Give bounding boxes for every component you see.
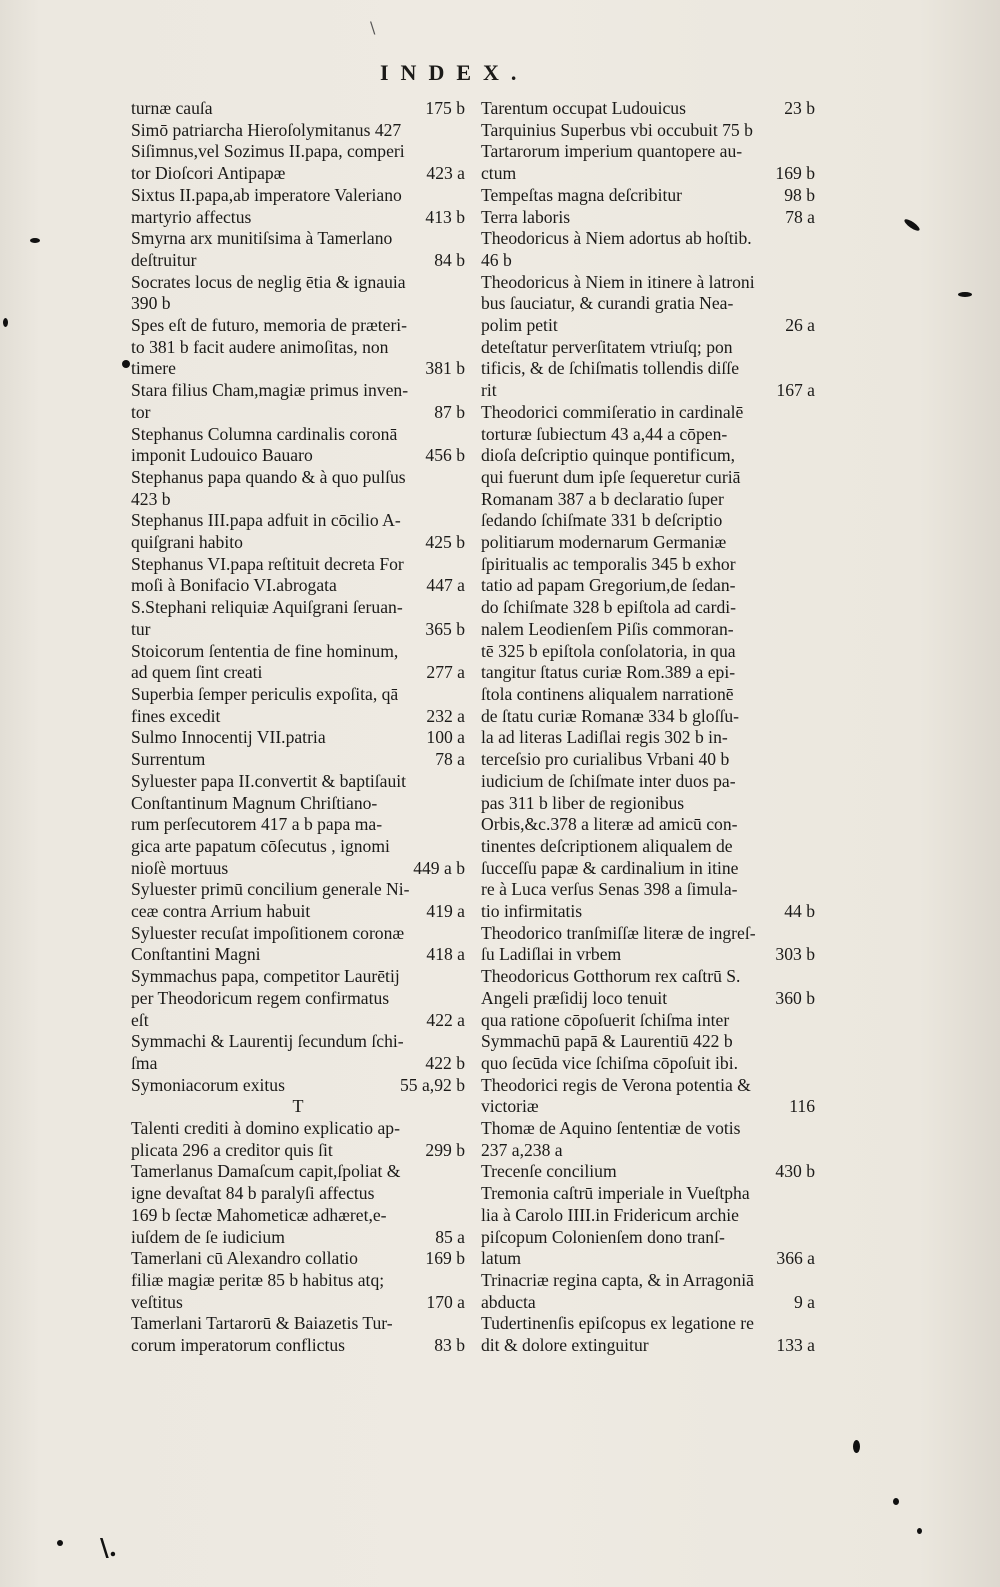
index-text: ſma [131, 1052, 158, 1073]
index-line [131, 163, 465, 185]
index-text: filiæ magiæ peritæ 85 b habitus atq; [131, 1269, 385, 1290]
page-reference: 116 [789, 1096, 815, 1117]
index-line [131, 1010, 465, 1032]
index-line [481, 597, 815, 619]
index-line [131, 944, 465, 966]
index-text: Theodorico tranſmiſſæ literæ de ingreſ- [481, 922, 756, 943]
index-text: Theodorici commiſeratio in cardinalē [481, 401, 744, 422]
index-line [481, 510, 815, 532]
index-text: qui fuerunt dum ipſe ſequeretur curiā [481, 466, 741, 487]
index-text: dit & dolore extinguitur [481, 1335, 649, 1356]
index-text: ceæ contra Arrium habuit [131, 901, 311, 922]
page-reference: 422 a [426, 1009, 465, 1030]
index-line [481, 489, 815, 511]
index-text: turnæ cauſa [131, 98, 213, 118]
index-text: bus ſauciatur, & curandi gratia Nea- [481, 293, 734, 314]
index-line [481, 662, 815, 684]
index-line [481, 315, 815, 337]
index-text: Surrentum [131, 749, 206, 770]
ink-speck [917, 1528, 922, 1534]
index-line [131, 510, 465, 532]
ink-speck [3, 318, 8, 327]
index-text: Stephanus III.papa adfuit in cōcilio A- [131, 510, 401, 531]
index-line [131, 337, 465, 359]
index-line [131, 662, 465, 684]
index-line [131, 1335, 465, 1357]
page-reference: 175 b [425, 98, 465, 118]
index-line [481, 1335, 815, 1357]
index-text: tatio ad papam Gregorium,de ſedan- [481, 575, 736, 596]
index-line [481, 1140, 815, 1162]
index-text: Syluester primū concilium generale Ni- [131, 879, 410, 900]
page-reference: 299 b [425, 1139, 465, 1160]
index-text: politiarum modernarum Germaniæ [481, 532, 727, 553]
index-line [481, 1096, 815, 1118]
index-line [481, 749, 815, 771]
index-text: Tarentum occupat Ludouicus [481, 98, 686, 118]
index-line [131, 293, 465, 315]
index-line [481, 337, 815, 359]
index-line [131, 1313, 465, 1335]
index-text: rit [481, 380, 497, 401]
page-reference: 23 b [784, 98, 815, 118]
index-line [131, 966, 465, 988]
index-text: Socrates locus de neglig ētia & ignauia [131, 271, 406, 292]
index-text: terceſsio pro curialibus Vrbani 40 b [481, 749, 730, 770]
index-line [481, 532, 815, 554]
page-reference: 449 a b [413, 857, 465, 878]
page-reference: 87 b [434, 401, 465, 422]
index-text: piſcopum Colonienſem dono tranſ- [481, 1226, 725, 1247]
index-text: Theodorici regis de Verona potentia & [481, 1074, 751, 1095]
index-line [481, 1118, 815, 1140]
index-text: victoriæ [481, 1096, 539, 1117]
index-line [131, 1292, 465, 1314]
index-line [481, 380, 815, 402]
index-text: pas 311 b liber de regionibus [481, 792, 685, 813]
index-text: ſtola continens aliqualem narrationē [481, 683, 734, 704]
index-line [481, 684, 815, 706]
index-line [481, 1053, 815, 1075]
index-line [481, 272, 815, 294]
index-line [481, 1161, 815, 1183]
index-line [131, 988, 465, 1010]
page-reference: 26 a [785, 315, 815, 336]
index-line [481, 228, 815, 250]
page-reference: 430 b [775, 1161, 815, 1182]
page-reference: 44 b [784, 901, 815, 922]
index-text: Talenti crediti à domino explicatio ap- [131, 1118, 400, 1139]
index-text: iudicium de ſchiſmate inter duos pa- [481, 770, 736, 791]
index-line [481, 706, 815, 728]
page-reference: 366 a [776, 1248, 815, 1269]
index-line [131, 597, 465, 619]
index-text: Stephanus Columna cardinalis coronā [131, 423, 398, 444]
index-line [481, 207, 815, 229]
ink-speck [903, 217, 921, 232]
index-line [131, 1183, 465, 1205]
index-text: torturæ ſubiectum 43 a,44 a cōpen- [481, 423, 728, 444]
index-text: quo ſecūda vice ſchiſma cōpoſuit ibi. [481, 1052, 738, 1073]
index-text: Simō patriarcha Hieroſolymitanus 427 [131, 119, 402, 140]
page-reference: 456 b [425, 445, 465, 466]
index-text: per Theodoricum regem confirmatus [131, 987, 390, 1008]
index-text: corum imperatorum conflictus [131, 1335, 345, 1356]
index-text: tur [131, 618, 151, 639]
index-line [481, 858, 815, 880]
index-line [481, 554, 815, 576]
index-text: quiſgrani habito [131, 532, 243, 553]
index-text: Stephanus papa quando & à quo pulſus [131, 466, 406, 487]
index-text: eſt [131, 1009, 149, 1030]
index-text: do ſchiſmate 328 b epiſtola ad cardi- [481, 597, 737, 618]
index-line [131, 250, 465, 272]
index-text: 169 b ſectæ Mahometicæ adhæret,e- [131, 1204, 387, 1225]
page-reference: 425 b [425, 532, 465, 553]
page-reference: 9 a [793, 1291, 815, 1312]
index-text: latum [481, 1248, 522, 1269]
page-reference: 170 a [426, 1291, 465, 1312]
index-line [131, 923, 465, 945]
page-reference: 381 b [425, 358, 465, 379]
index-line [481, 901, 815, 923]
index-text: Theodoricus à Niem in itinere à latroni [481, 271, 755, 292]
index-line [481, 1227, 815, 1249]
index-text: Spes eſt de futuro, memoria de præteri- [131, 315, 408, 336]
top-mark: \ [370, 18, 376, 37]
index-line [481, 293, 815, 315]
page-reference: 447 a [426, 575, 465, 596]
ink-speck [853, 1440, 860, 1453]
index-line [481, 944, 815, 966]
index-line [131, 315, 465, 337]
index-text: Thomæ de Aquino ſententiæ de votis [481, 1118, 741, 1139]
index-line [131, 575, 465, 597]
index-text: Superbia ſemper periculis expoſita, qā [131, 683, 399, 704]
index-line [481, 923, 815, 945]
page-reference: 78 a [785, 206, 815, 227]
index-text: Symoniacorum exitus [131, 1074, 285, 1095]
index-text: Stephanus VI.papa reſtituit decreta For [131, 553, 404, 574]
index-text: Tartarorum imperium quantopere au- [481, 141, 743, 162]
index-line [131, 120, 465, 142]
index-line [131, 1161, 465, 1183]
index-line [131, 1140, 465, 1162]
index-text: 423 b [131, 488, 171, 509]
right-column [481, 98, 815, 1357]
index-line [131, 554, 465, 576]
ink-speck [958, 292, 972, 297]
index-line [481, 402, 815, 424]
index-text: Orbis,&c.378 a literæ ad amicū con- [481, 814, 738, 835]
index-line [131, 1270, 465, 1292]
index-line [131, 185, 465, 207]
index-text: Angeli præſidij loco tenuit [481, 987, 668, 1008]
index-line [481, 1183, 815, 1205]
page-reference: 83 b [434, 1335, 465, 1356]
index-line [131, 380, 465, 402]
page-reference: 413 b [425, 206, 465, 227]
index-text: tē 325 b epiſtola conſolatoria, in qua [481, 640, 736, 661]
left-column [131, 98, 465, 1357]
index-line [131, 814, 465, 836]
index-text: ſucceſſu papæ & cardinalium in itine [481, 857, 739, 878]
index-line [481, 966, 815, 988]
page-reference: 133 a [776, 1335, 815, 1356]
index-line [481, 120, 815, 142]
index-line [481, 771, 815, 793]
index-line [131, 901, 465, 923]
page-reference: 169 b [425, 1248, 465, 1269]
index-text: Sulmo Innocentij VII.patria [131, 727, 326, 748]
index-line [481, 1205, 815, 1227]
ink-speck [122, 360, 130, 368]
index-text: Symmachū papā & Laurentiū 422 b [481, 1031, 733, 1052]
index-text: ad quem ſint creati [131, 662, 263, 683]
index-text: re à Luca verſus Senas 398 a ſimula- [481, 879, 738, 900]
page-reference: 232 a [426, 705, 465, 726]
index-line [481, 98, 815, 120]
running-head: INDEX. [380, 60, 529, 85]
index-text: veſtitus [131, 1291, 183, 1312]
index-text: Romanam 387 a b declaratio ſuper [481, 488, 724, 509]
index-line [131, 1075, 465, 1097]
index-text: Tremonia caſtrū imperiale in Vueſtpha [481, 1183, 750, 1204]
ink-speck [30, 238, 40, 243]
page-reference: 360 b [775, 987, 815, 1008]
index-text: Conſtantinum Magnum Chriſtiano- [131, 792, 378, 813]
index-line [481, 445, 815, 467]
index-line [481, 358, 815, 380]
index-text: igne devaſtat 84 b paralyſi affectus [131, 1183, 375, 1204]
index-line [131, 402, 465, 424]
index-text: Tamerlanus Damaſcum capit,ſpoliat & [131, 1161, 401, 1182]
page-reference: 84 b [434, 249, 465, 270]
index-line [481, 163, 815, 185]
index-text: 237 a,238 a [481, 1139, 563, 1160]
page-reference: 422 b [425, 1052, 465, 1073]
index-text: imponit Ludouico Bauaro [131, 445, 313, 466]
index-text: Trinacriæ regina capta, & in Arragoniā [481, 1269, 754, 1290]
index-line [131, 228, 465, 250]
index-text: Theodoricus Gotthorum rex caſtrū S. [481, 966, 741, 987]
index-text: tor [131, 401, 151, 422]
index-line [481, 836, 815, 858]
index-line [131, 836, 465, 858]
index-line [131, 619, 465, 641]
page-reference: 167 a [776, 380, 815, 401]
index-text: abducta [481, 1291, 536, 1312]
index-line [481, 575, 815, 597]
index-text: lia à Carolo IIII.in Fridericum archie [481, 1204, 739, 1225]
index-line [481, 619, 815, 641]
index-line [481, 141, 815, 163]
index-text: Tamerlani Tartarorū & Baiazetis Tur- [131, 1313, 393, 1334]
index-text: fines excedit [131, 705, 221, 726]
index-line [131, 1118, 465, 1140]
page-reference: 423 a [426, 163, 465, 184]
page-reference: 419 a [426, 901, 465, 922]
index-line [131, 424, 465, 446]
index-line [131, 1248, 465, 1270]
index-text: gica arte papatum cōſecutus , ignomi [131, 835, 390, 856]
page-reference: 418 a [426, 944, 465, 965]
page-reference: 85 a [435, 1226, 465, 1247]
index-line [131, 1205, 465, 1227]
index-text: Trecenſe concilium [481, 1161, 617, 1182]
index-line [481, 1292, 815, 1314]
index-text: Syluester recuſat impoſitionem coronæ [131, 922, 405, 943]
index-line [481, 1270, 815, 1292]
index-line [131, 98, 465, 120]
index-line [481, 988, 815, 1010]
index-text: to 381 b facit audere animoſitas, non [131, 336, 389, 357]
index-line [131, 358, 465, 380]
index-text: Tamerlani cū Alexandro collatio [131, 1248, 358, 1269]
page-reference: 98 b [784, 184, 815, 205]
index-text: deſtruitur [131, 249, 197, 270]
index-text: ſu Ladiſlai in vrbem [481, 944, 622, 965]
index-text: martyrio affectus [131, 206, 252, 227]
page-reference: 55 a,92 b [400, 1074, 465, 1095]
index-line [131, 207, 465, 229]
index-line [131, 641, 465, 663]
page-reference: 100 a [426, 727, 465, 748]
ink-speck [57, 1540, 63, 1546]
index-line [131, 749, 465, 771]
index-line [131, 858, 465, 880]
index-text: Tarquinius Superbus vbi occubuit 75 b [481, 119, 753, 140]
index-text: Stoicorum ſententia de fine hominum, [131, 640, 399, 661]
ink-speck [893, 1498, 899, 1505]
index-text: Sixtus II.papa,ab imperatore Valeriano [131, 184, 402, 205]
index-line [131, 1227, 465, 1249]
index-line [481, 467, 815, 489]
index-line [131, 272, 465, 294]
index-line [131, 793, 465, 815]
index-line [481, 424, 815, 446]
index-line [131, 879, 465, 901]
index-text: Symmachi & Laurentij ſecundum ſchi- [131, 1031, 404, 1052]
index-line [131, 727, 465, 749]
index-line [131, 489, 465, 511]
index-line [131, 1053, 465, 1075]
index-text: timere [131, 358, 176, 379]
page-reference: 78 a [435, 749, 465, 770]
index-text: nalem Leodienſem Piſis commoran- [481, 618, 734, 639]
index-line [481, 814, 815, 836]
index-text: Terra laboris [481, 206, 571, 227]
index-text: tinentes deſcriptionem aliqualem de [481, 835, 733, 856]
page-reference: 169 b [775, 163, 815, 184]
index-text: iuſdem de ſe iudicium [131, 1226, 285, 1247]
index-line [131, 684, 465, 706]
index-text: Syluester papa II.convertit & baptiſauit [131, 770, 407, 791]
page-reference: 365 b [425, 618, 465, 639]
index-line [481, 1313, 815, 1335]
index-text: plicata 296 a creditor quis ſit [131, 1139, 333, 1160]
index-line [131, 771, 465, 793]
index-line [481, 641, 815, 663]
index-text: ſedando ſchiſmate 331 b deſcriptio [481, 510, 723, 531]
index-text: la ad literas Ladiſlai regis 302 b in- [481, 727, 728, 748]
index-line [481, 1248, 815, 1270]
index-text: Smyrna arx munitiſsima à Tamerlano [131, 228, 393, 249]
index-line [131, 532, 465, 554]
index-text: 46 b [481, 249, 512, 270]
index-text: Tempeſtas magna deſcribitur [481, 184, 683, 205]
index-line [481, 727, 815, 749]
index-text: tangitur ſtatus curiæ Rom.389 a epi- [481, 662, 736, 683]
index-text: rum perſecutorem 417 a b papa ma- [131, 814, 383, 835]
index-text: polim petit [481, 315, 558, 336]
index-text: S.Stephani reliquiæ Aquiſgrani ſeruan- [131, 597, 403, 618]
page-reference: 277 a [426, 662, 465, 683]
index-text: deteſtatur perverſitatem vtriuſq; pon [481, 336, 733, 357]
index-line [131, 1031, 465, 1053]
index-text: ctum [481, 163, 517, 184]
index-text: nioſè mortuus [131, 857, 229, 878]
index-text: Symmachus papa, competitor Laurētij [131, 966, 400, 987]
index-text: tor Dioſcori Antipapæ [131, 163, 286, 184]
index-text: ſpiritualis ac temporalis 345 b exhor [481, 553, 736, 574]
bottom-mark: \. [100, 1533, 118, 1562]
index-text: Siſimnus,vel Sozimus II.papa, comperi [131, 141, 405, 162]
index-line [131, 706, 465, 728]
index-text: tio infirmitatis [481, 901, 583, 922]
section-letter [131, 1096, 465, 1118]
index-line [481, 879, 815, 901]
index-text: Theodoricus à Niem adortus ab hoſtib. [481, 228, 752, 249]
index-line [481, 1010, 815, 1032]
index-text: moſi à Bonifacio VI.abrogata [131, 575, 337, 596]
index-text: T [292, 1096, 304, 1117]
index-line [481, 793, 815, 815]
index-text: 390 b [131, 293, 171, 314]
index-line [481, 1075, 815, 1097]
index-line [131, 467, 465, 489]
index-text: de ſtatu curiæ Romanæ 334 b gloſſu- [481, 705, 740, 726]
index-text: dioſa deſcriptio quinque pontificum, [481, 445, 736, 466]
index-text: Stara filius Cham,magiæ primus inven- [131, 380, 409, 401]
index-text: Conſtantini Magni [131, 944, 261, 965]
index-line [131, 141, 465, 163]
index-line [481, 185, 815, 207]
index-line [481, 250, 815, 272]
index-text: Tudertinenſis epiſcopus ex legatione re [481, 1313, 754, 1334]
index-line [481, 1031, 815, 1053]
index-text: qua ratione cōpoſuerit ſchiſma inter [481, 1009, 730, 1030]
index-line [131, 445, 465, 467]
index-text: tificis, & de ſchiſmatis tollendis diſſe [481, 358, 740, 379]
page-reference: 303 b [775, 944, 815, 965]
